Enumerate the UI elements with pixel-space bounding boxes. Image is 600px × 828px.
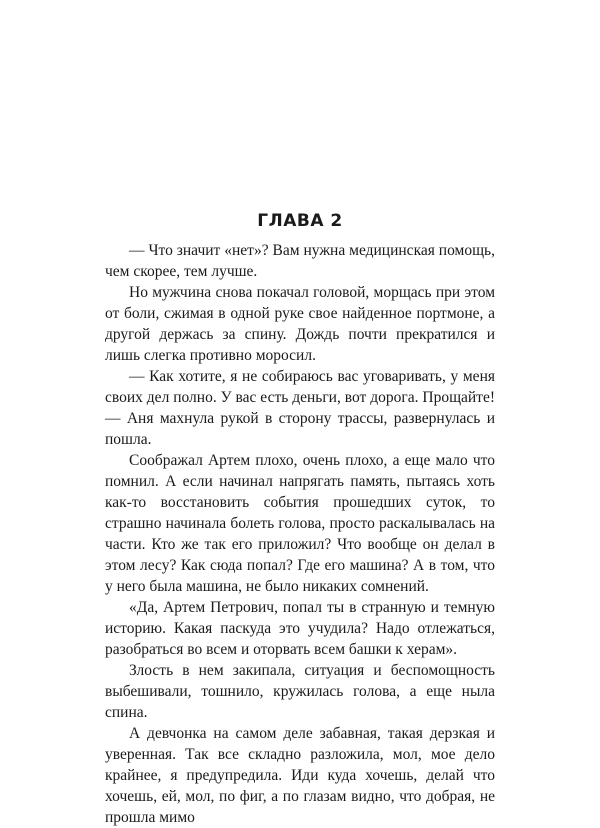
paragraph: А девчонка на самом деле забавная, такая дерзкая и уверенная. Так все складно разложила, мол, мое дело крайнее, я предупредила. Иди куда хочешь, делай что хочешь, ей, мол, по фиг, а по глазам видно, что добрая, не прошла мимо: [105, 725, 495, 826]
paragraph: Соображал Артем плохо, очень плохо, а еще мало что помнил. А если начинал напрягать память, пытаясь хоть как-то восстановить события прошедших суток, то страшно начинала болеть голова, просто раскалывалась на части. Кто же так его приложил? Что вообще он делал в этом лесу? Как сюда попал? Где его машина? А в том, что у него была машина, не было никаких сомнений.: [105, 452, 495, 595]
paragraph: Злость в нем закипала, ситуация и беспомощность выбешивали, тошнило, кружилась голова, а еще ныла спина.: [105, 662, 495, 721]
chapter-title: ГЛАВА 2: [257, 211, 343, 231]
paragraph: Но мужчина снова покачал головой, морщась при этом от боли, сжимая в одной руке свое найденное портмоне, а другой держась за спину. Дождь почти прекратился и лишь слегка противно моросил.: [105, 284, 495, 364]
chapter-text: [105, 240, 495, 828]
paragraph: — Как хотите, я не собираюсь вас уговаривать, у меня своих дел полно. У вас есть деньги, вот дорога. Прощайте! — Аня махнула рукой в сторону трассы, развернулась и пошла.: [105, 368, 495, 448]
paragraph: «Да, Артем Петрович, попал ты в странную и темную историю. Какая паскуда это учудила? Надо отлежаться, разобраться во всем и оторвать всем башки к херам».: [105, 599, 495, 658]
paragraph: — Что значит «нет»? Вам нужна медицинская помощь, чем скорее, тем лучше.: [105, 242, 495, 280]
